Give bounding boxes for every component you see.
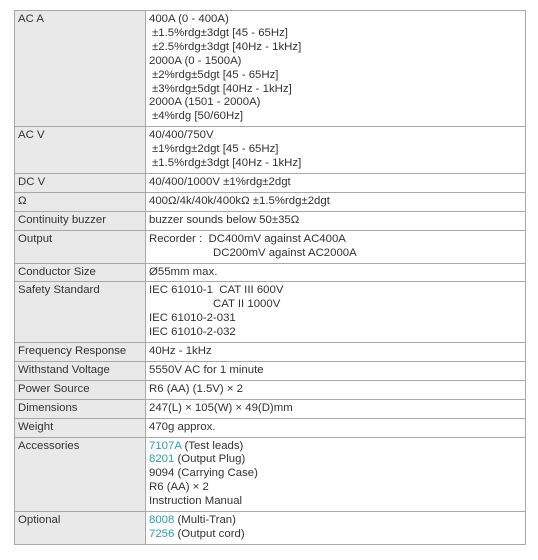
spec-row: [15, 343, 526, 362]
spec-value-text: (Test leads): [181, 439, 244, 452]
spec-value: [146, 11, 526, 127]
spec-value-text: buzzer sounds below 50±35Ω: [149, 213, 300, 226]
spec-value-line: [149, 233, 523, 247]
spec-row: [15, 418, 526, 437]
spec-label: Power Source: [15, 380, 146, 399]
spec-row: [15, 512, 526, 545]
spec-value: [146, 512, 526, 545]
spec-label: Accessories: [15, 437, 146, 512]
spec-value: [146, 380, 526, 399]
spec-value-line: [149, 383, 523, 397]
product-link[interactable]: 8201: [149, 453, 175, 466]
spec-value-text: ±1.5%rdg±3dgt [45 - 65Hz]: [152, 26, 288, 39]
spec-value: [146, 211, 526, 230]
spec-value-text: R6 (AA) × 2: [149, 481, 209, 494]
spec-value-line: [149, 96, 523, 110]
spec-label: AC V: [15, 127, 146, 174]
spec-value: [146, 192, 526, 211]
spec-row: [15, 230, 526, 263]
spec-label: Frequency Response: [15, 343, 146, 362]
spec-value: [146, 399, 526, 418]
spec-row: [15, 192, 526, 211]
spec-label: Weight: [15, 418, 146, 437]
spec-value: [146, 361, 526, 380]
spec-label: Conductor Size: [15, 263, 146, 282]
spec-value-text: CAT II 1000V: [213, 298, 281, 311]
spec-row: [15, 399, 526, 418]
spec-value-text: 470g approx.: [149, 420, 216, 433]
spec-value-text: DC200mV against AC2000A: [213, 246, 357, 259]
spec-label: Ω: [15, 192, 146, 211]
spec-value-line: [149, 13, 523, 27]
spec-value-text: Recorder : DC400mV against AC400A: [149, 232, 346, 245]
product-link[interactable]: 8008: [149, 514, 175, 527]
spec-value-line: [149, 110, 523, 124]
spec-row: [15, 127, 526, 174]
spec-row: [15, 361, 526, 380]
spec-row: [15, 211, 526, 230]
spec-value-text: 400A (0 - 400A): [149, 13, 229, 25]
product-link[interactable]: 7256: [149, 528, 175, 540]
spec-row: [15, 11, 526, 127]
spec-value-line: [149, 495, 523, 509]
specifications-table: [14, 10, 526, 545]
spec-value-text: 40/400/750V: [149, 129, 214, 142]
spec-value-line: [149, 514, 523, 528]
spec-value-text: 40Hz - 1kHz: [149, 345, 212, 358]
spec-value-line: [149, 421, 523, 435]
spec-value-line: [149, 326, 523, 340]
spec-value: [146, 230, 526, 263]
spec-value-line: [149, 157, 523, 171]
spec-value: [146, 173, 526, 192]
spec-value-line: [149, 83, 523, 97]
spec-value-text: (Output Plug): [174, 453, 246, 466]
spec-value-line: [149, 453, 523, 467]
spec-value-line: [149, 195, 523, 209]
spec-value-line: [149, 27, 523, 41]
spec-value-text: ±2%rdg±5dgt [45 - 65Hz]: [152, 68, 279, 81]
spec-value-line: [149, 284, 523, 298]
spec-value-line: [149, 41, 523, 55]
spec-value-line: [149, 247, 523, 261]
spec-row: [15, 282, 526, 343]
spec-value-line: [149, 467, 523, 481]
spec-value-line: [149, 345, 523, 359]
spec-value-line: [149, 402, 523, 416]
spec-value-line: [149, 143, 523, 157]
spec-row: [15, 173, 526, 192]
spec-label: Optional: [15, 512, 146, 545]
spec-value-text: 9094 (Carrying Case): [149, 467, 258, 480]
spec-value-text: ±1.5%rdg±3dgt [40Hz - 1kHz]: [152, 157, 302, 170]
spec-value-text: (Output cord): [174, 528, 245, 540]
spec-value-line: [149, 69, 523, 83]
spec-value-text: ±3%rdg±5dgt [40Hz - 1kHz]: [152, 82, 292, 95]
spec-value-line: [149, 440, 523, 454]
spec-value-text: 5550V AC for 1 minute: [149, 363, 264, 376]
spec-row: [15, 437, 526, 512]
spec-label: DC V: [15, 173, 146, 192]
spec-value-text: ±1%rdg±2dgt [45 - 65Hz]: [152, 143, 279, 156]
spec-value-line: [149, 364, 523, 378]
spec-value-text: 400Ω/4k/40k/400kΩ ±1.5%rdg±2dgt: [149, 194, 330, 207]
spec-row: [15, 263, 526, 282]
spec-value-text: 247(L) × 105(W) × 49(D)mm: [149, 401, 293, 414]
spec-value-text: (Multi-Tran): [174, 514, 236, 527]
spec-value-text: R6 (AA) (1.5V) × 2: [149, 382, 244, 395]
spec-value: [146, 263, 526, 282]
spec-value-line: [149, 481, 523, 495]
spec-value-text: ±2.5%rdg±3dgt [40Hz - 1kHz]: [152, 40, 302, 53]
spec-value-text: 40/400/1000V ±1%rdg±2dgt: [149, 175, 291, 188]
spec-value-line: [149, 298, 523, 312]
spec-value-line: [149, 266, 523, 280]
spec-label: Safety Standard: [15, 282, 146, 343]
spec-value-text: Ø55mm max.: [149, 265, 218, 278]
spec-value-line: [149, 214, 523, 228]
spec-value-line: [149, 176, 523, 190]
spec-value: [146, 343, 526, 362]
spec-value: [146, 437, 526, 512]
spec-label: Dimensions: [15, 399, 146, 418]
spec-value-text: IEC 61010-1 CAT III 600V: [149, 284, 284, 297]
spec-value-text: ±4%rdg [50/60Hz]: [152, 110, 244, 123]
spec-value-text: 2000A (0 - 1500A): [149, 54, 242, 67]
product-link[interactable]: 7107A: [149, 439, 182, 452]
spec-value-line: [149, 528, 523, 542]
spec-value-text: 2000A (1501 - 2000A): [149, 96, 261, 109]
spec-label: AC A: [15, 11, 146, 127]
spec-value: [146, 127, 526, 174]
spec-value-text: IEC 61010-2-032: [149, 326, 236, 339]
spec-value-text: IEC 61010-2-031: [149, 312, 236, 325]
spec-value: [146, 418, 526, 437]
spec-label: Withstand Voltage: [15, 361, 146, 380]
spec-row: [15, 380, 526, 399]
spec-value-line: [149, 55, 523, 69]
specifications-table-body: [15, 11, 526, 545]
spec-value: [146, 282, 526, 343]
spec-value-line: [149, 129, 523, 143]
spec-label: Output: [15, 230, 146, 263]
spec-value-line: [149, 312, 523, 326]
spec-label: Continuity buzzer: [15, 211, 146, 230]
spec-value-text: Instruction Manual: [149, 495, 243, 508]
